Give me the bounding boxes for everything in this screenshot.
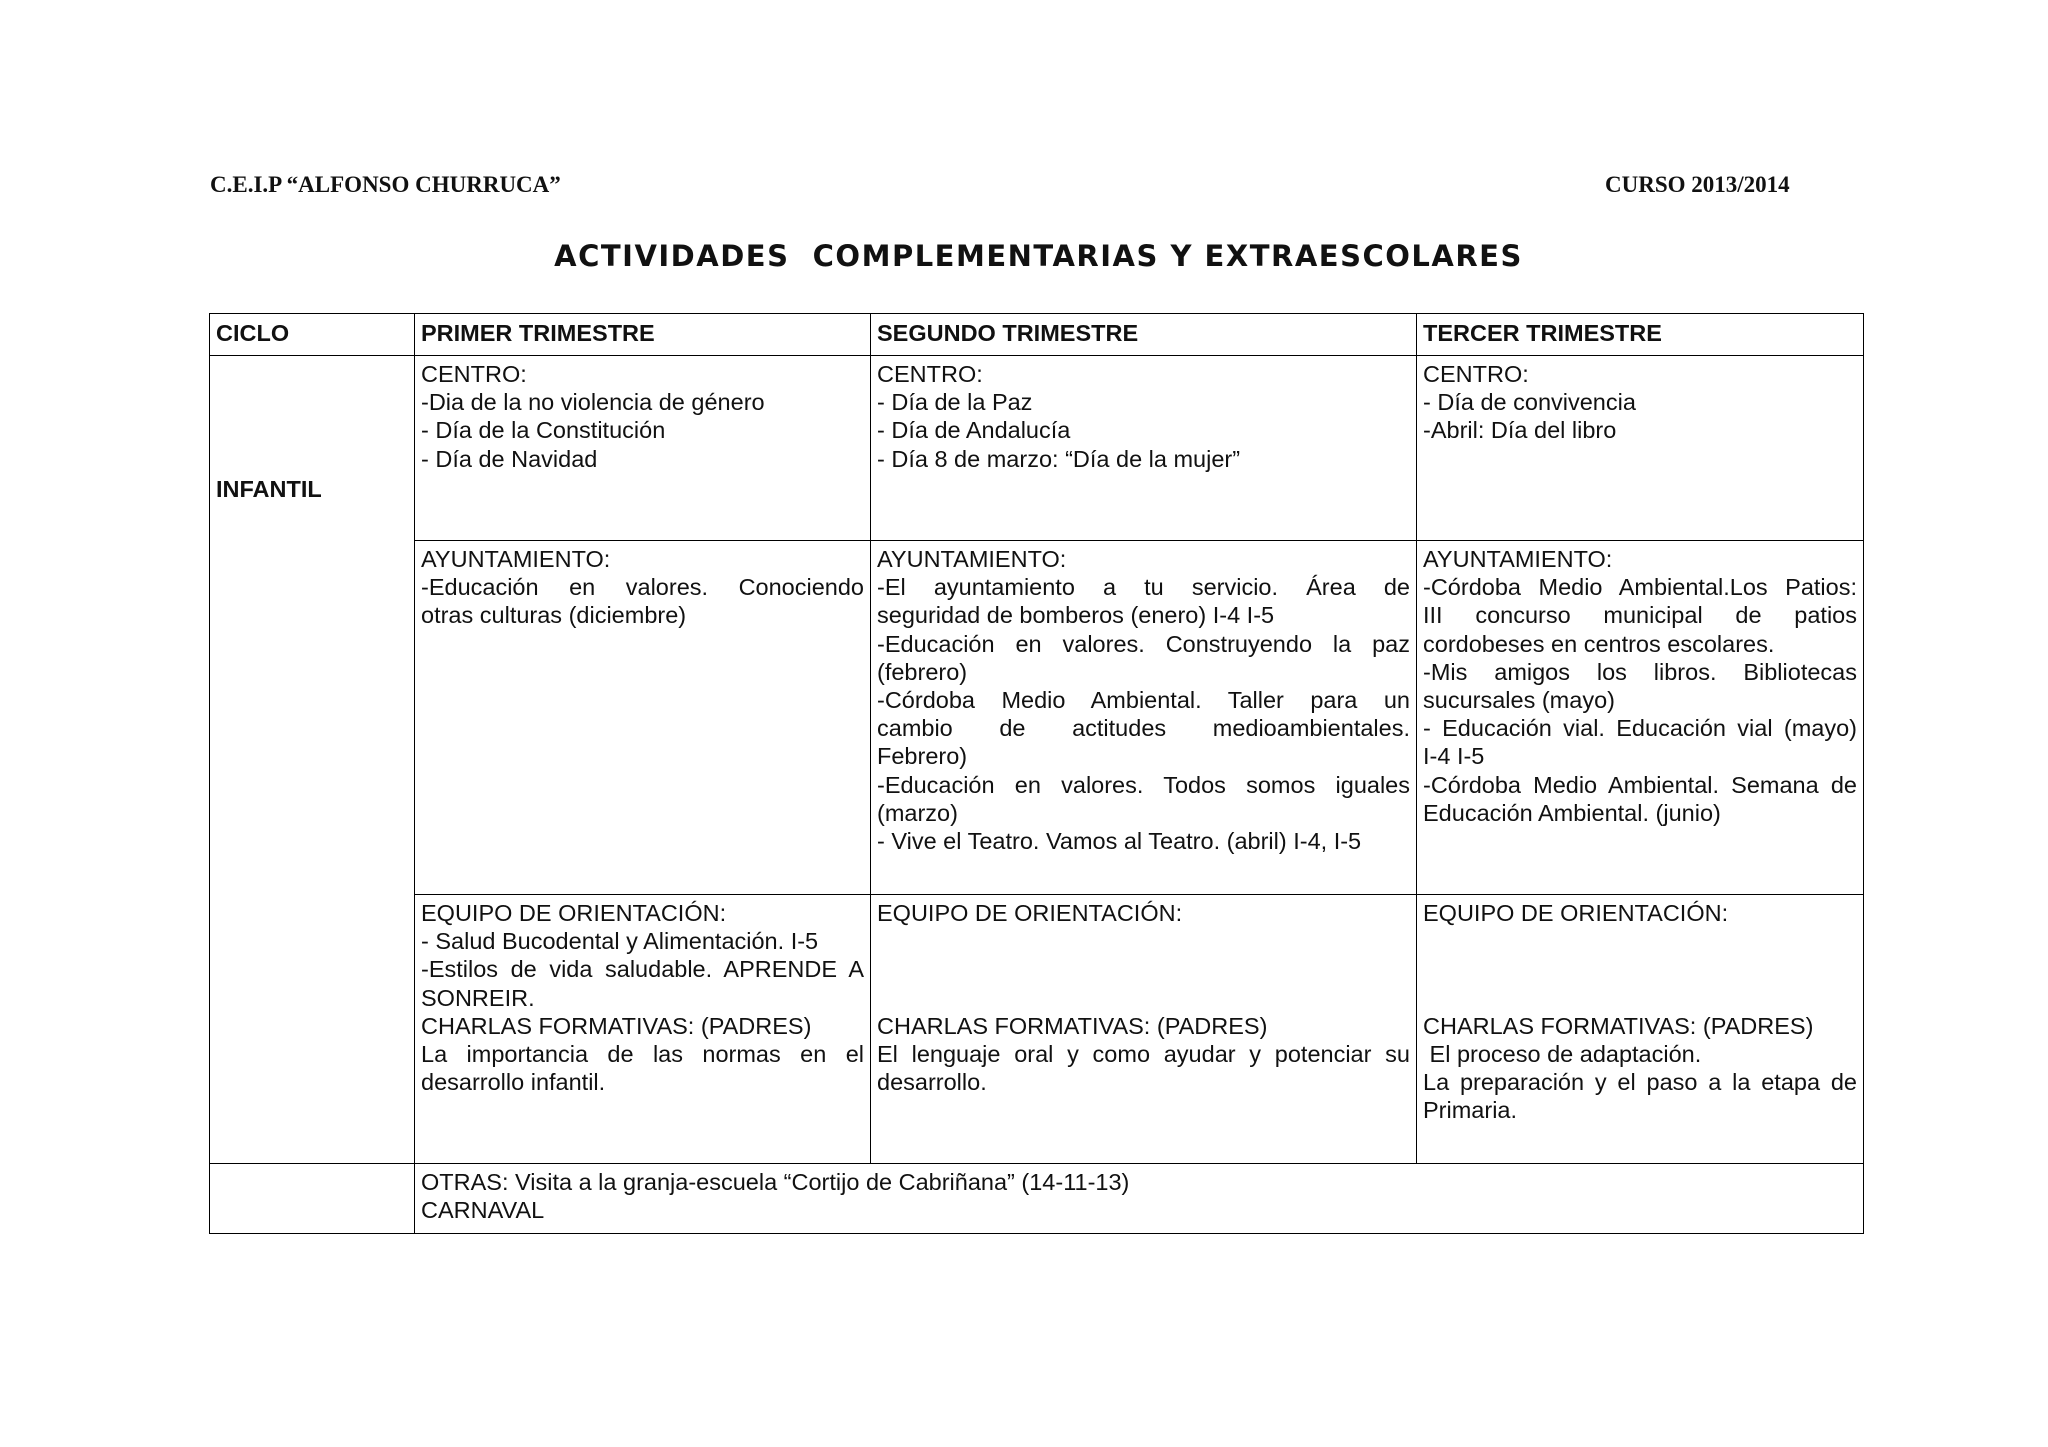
table-header-row — [210, 314, 1864, 356]
cell-line: CARNAVAL — [421, 1197, 545, 1224]
cell-line: -Mis amigos los libros. Bibliotecas — [1423, 658, 1857, 685]
cell-line: -El ayuntamiento a tu servicio. Área de — [877, 574, 1410, 601]
cell-line: - Día de Navidad — [421, 445, 598, 472]
cell-line: (febrero) — [877, 658, 968, 685]
cell-line: Primaria. — [1423, 1097, 1518, 1124]
cell-otras — [415, 1164, 1864, 1234]
cell-line: EQUIPO DE ORIENTACIÓN: — [421, 900, 727, 926]
cell-centro-t2 — [871, 356, 1417, 541]
cell-line: otras culturas (diciembre) — [421, 602, 687, 629]
cell-line: I-4 I-5 — [1423, 743, 1485, 770]
cell-line: -Córdoba Medio Ambiental. Semana de — [1423, 771, 1857, 798]
cell-orientacion-t2 — [871, 895, 1417, 1164]
cell-line: - Día de convivencia — [1423, 389, 1636, 416]
cell-line: SONREIR. — [421, 984, 535, 1011]
cell-line: -Córdoba Medio Ambiental.Los Patios: — [1423, 574, 1857, 601]
cell-ayuntamiento-t3 — [1417, 541, 1864, 895]
cell-line: OTRAS: Visita a la granja-escuela “Cortijo de Cabriñana” (14-11-13) — [421, 1169, 1130, 1195]
cell-line: El proceso de adaptación. — [1423, 1040, 1702, 1067]
cell-line — [877, 984, 1410, 1012]
cell-line — [877, 955, 1410, 983]
cell-line: La importancia de las normas en el — [421, 1041, 864, 1068]
table-row-otras — [210, 1164, 1864, 1234]
cell-line: El lenguaje oral y como ayudar y potenciar su — [877, 1040, 1410, 1067]
cell-orientacion-t1 — [415, 895, 871, 1164]
cell-line: desarrollo. — [877, 1069, 987, 1096]
cell-line: CENTRO: — [1423, 361, 1529, 387]
school-name: C.E.I.P “ALFONSO CHURRUCA” — [210, 172, 561, 197]
cell-line: CHARLAS FORMATIVAS: (PADRES) — [1423, 1012, 1814, 1039]
cell-line: AYUNTAMIENTO: — [1423, 546, 1613, 572]
cell-line: -Córdoba Medio Ambiental. Taller para un — [877, 687, 1410, 714]
cell-line: -Educación en valores. Conociendo — [421, 574, 864, 601]
table-row-orientacion — [210, 895, 1864, 1164]
cell-line: - Día de la Paz — [877, 389, 1033, 416]
cell-line: - Educación vial. Educación vial (mayo) — [1423, 715, 1857, 742]
cell-line: CHARLAS FORMATIVAS: (PADRES) — [421, 1012, 812, 1039]
header-primer-trimestre: PRIMER TRIMESTRE — [415, 314, 871, 356]
activities-table — [209, 313, 1864, 1234]
cell-line: La preparación y el paso a la etapa de — [1423, 1069, 1857, 1096]
cell-line: CENTRO: — [877, 361, 983, 387]
cell-line: sucursales (mayo) — [1423, 687, 1615, 714]
table-row-centro — [210, 356, 1864, 541]
page-title: ACTIVIDADES COMPLEMENTARIAS Y EXTRAESCOLARES — [554, 239, 1523, 273]
cell-line: -Estilos de vida saludable. APRENDE A — [421, 956, 864, 983]
cell-line: CENTRO: — [421, 361, 527, 387]
cell-centro-t1 — [415, 356, 871, 541]
cell-line: EQUIPO DE ORIENTACIÓN: — [1423, 900, 1729, 926]
cell-line: CHARLAS FORMATIVAS: (PADRES) — [877, 1012, 1268, 1039]
cell-line: cambio de actitudes medioambientales. — [877, 715, 1410, 742]
cell-line: - Vive el Teatro. Vamos al Teatro. (abril) I-4, I-5 — [877, 828, 1362, 855]
cell-line: EQUIPO DE ORIENTACIÓN: — [877, 900, 1183, 926]
cell-line: desarrollo infantil. — [421, 1069, 606, 1096]
cell-line: (marzo) — [877, 799, 958, 826]
cell-ayuntamiento-t2 — [871, 541, 1417, 895]
header-tercer-trimestre: TERCER TRIMESTRE — [1417, 314, 1864, 356]
cell-line: - Salud Bucodental y Alimentación. I-5 — [421, 928, 819, 955]
cell-line: Febrero) — [877, 743, 968, 770]
cell-line: AYUNTAMIENTO: — [421, 546, 611, 572]
cell-line: III concurso municipal de patios — [1423, 602, 1857, 629]
cell-line: -Educación en valores. Construyendo la paz — [877, 630, 1410, 657]
cell-line — [877, 927, 1410, 955]
ciclo-infantil: INFANTIL — [210, 356, 415, 1164]
header-ciclo: CICLO — [210, 314, 415, 356]
cell-line: - Día de la Constitución — [421, 417, 666, 444]
cell-line: -Abril: Día del libro — [1423, 417, 1617, 444]
cell-line: AYUNTAMIENTO: — [877, 546, 1067, 572]
cell-line: cordobeses en centros escolares. — [1423, 630, 1775, 657]
cell-line: -Educación en valores. Todos somos iguales — [877, 771, 1410, 798]
cell-line — [1423, 955, 1857, 983]
cell-line — [1423, 984, 1857, 1012]
course-year: CURSO 2013/2014 — [1605, 172, 1790, 197]
cell-line: -Dia de la no violencia de género — [421, 389, 765, 416]
cell-centro-t3 — [1417, 356, 1864, 541]
cell-line: - Día 8 de marzo: “Día de la mujer” — [877, 445, 1241, 472]
cell-line: Educación Ambiental. (junio) — [1423, 799, 1721, 826]
header-segundo-trimestre: SEGUNDO TRIMESTRE — [871, 314, 1417, 356]
cell-line: - Día de Andalucía — [877, 417, 1071, 444]
cell-line: seguridad de bomberos (enero) I-4 I-5 — [877, 602, 1275, 629]
cell-ayuntamiento-t1 — [415, 541, 871, 895]
cell-otras-ciclo — [210, 1164, 415, 1234]
table-row-ayuntamiento — [210, 541, 1864, 895]
cell-orientacion-t3 — [1417, 895, 1864, 1164]
cell-line — [1423, 927, 1857, 955]
